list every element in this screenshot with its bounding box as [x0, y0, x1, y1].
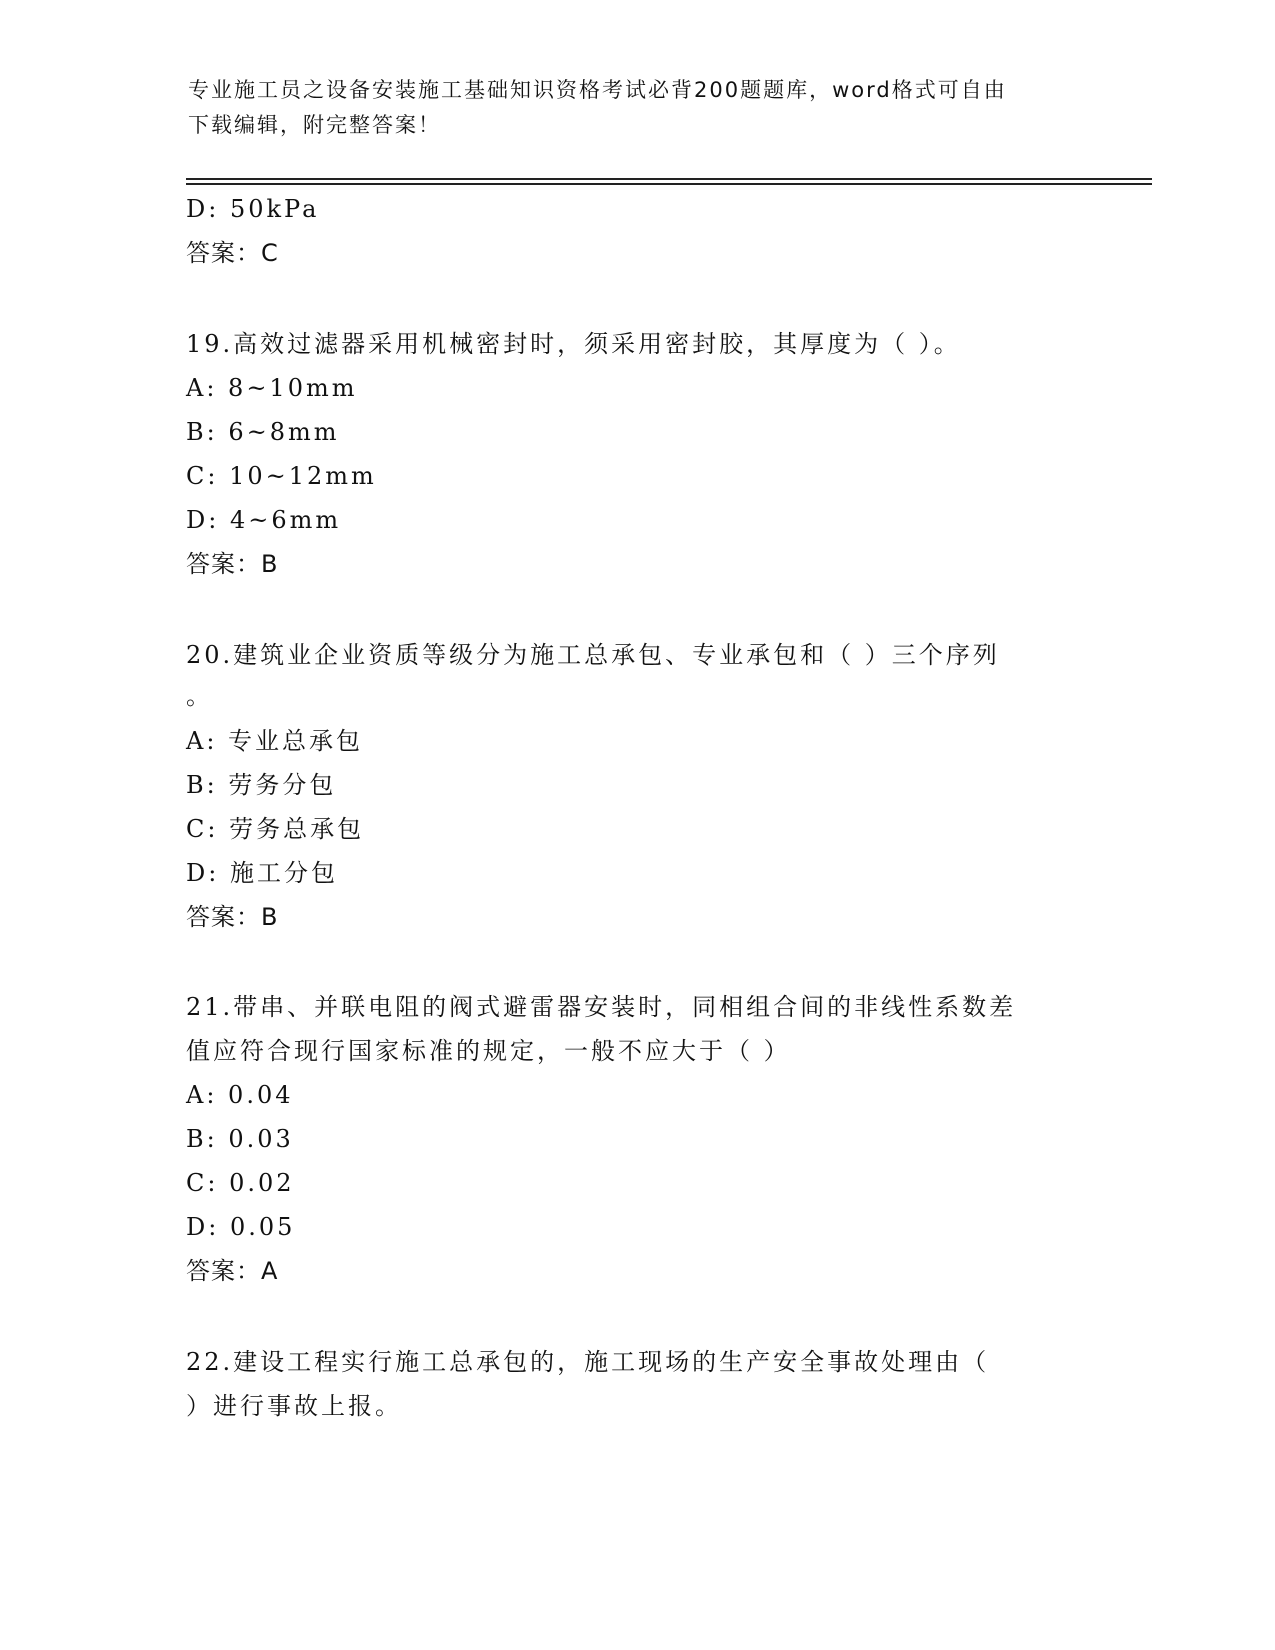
header-rule-bottom	[186, 183, 1152, 185]
q19-option-d: D: 4~6mm	[186, 506, 342, 534]
q20-option-d: D: 施工分包	[186, 859, 338, 887]
q20-option-c: C: 劳务总承包	[186, 815, 365, 843]
q21-option-b: B: 0.03	[186, 1125, 294, 1153]
q19-option-b: B: 6~8mm	[186, 418, 340, 446]
q20-option-a: A: 专业总承包	[186, 727, 364, 755]
document-header	[188, 73, 1088, 143]
header-line-1: 专业施工员之设备安装施工基础知识资格考试必背200题题库，word格式可自由	[188, 78, 1007, 102]
q21-option-c: C: 0.02	[186, 1169, 295, 1197]
q19-option-c: C: 10~12mm	[186, 462, 377, 490]
q20-stem-line-1: 20.建筑业企业资质等级分为施工总承包、专业承包和（ ）三个序列	[186, 641, 1000, 669]
q20-answer: 答案：B	[186, 903, 279, 931]
q21-stem-line-1: 21.带串、并联电阻的阀式避雷器安装时，同相组合间的非线性系数差	[186, 993, 1017, 1021]
q22-stem-line-2: ）进行事故上报。	[186, 1392, 402, 1420]
q22-stem-line-1: 22.建设工程实行施工总承包的，施工现场的生产安全事故处理由（	[186, 1348, 990, 1376]
header-line-2: 下载编辑，附完整答案！	[188, 113, 441, 137]
q21-stem-line-2: 值应符合现行国家标准的规定，一般不应大于（ ）	[186, 1037, 791, 1065]
q20-option-b: B: 劳务分包	[186, 771, 337, 799]
q21-option-d: D: 0.05	[186, 1213, 296, 1241]
q21-answer: 答案：A	[186, 1257, 279, 1285]
q20-stem-line-2: 。	[186, 682, 213, 710]
q19-answer: 答案：B	[186, 550, 279, 578]
header-rule-top	[186, 178, 1152, 180]
prev-option-d: D: 50kPa	[186, 195, 320, 223]
q21-option-a: A: 0.04	[186, 1081, 294, 1109]
prev-answer: 答案：C	[186, 239, 279, 267]
q19-stem-line-1: 19.高效过滤器采用机械密封时，须采用密封胶，其厚度为（ ）。	[186, 330, 961, 358]
q19-option-a: A: 8~10mm	[186, 374, 358, 402]
